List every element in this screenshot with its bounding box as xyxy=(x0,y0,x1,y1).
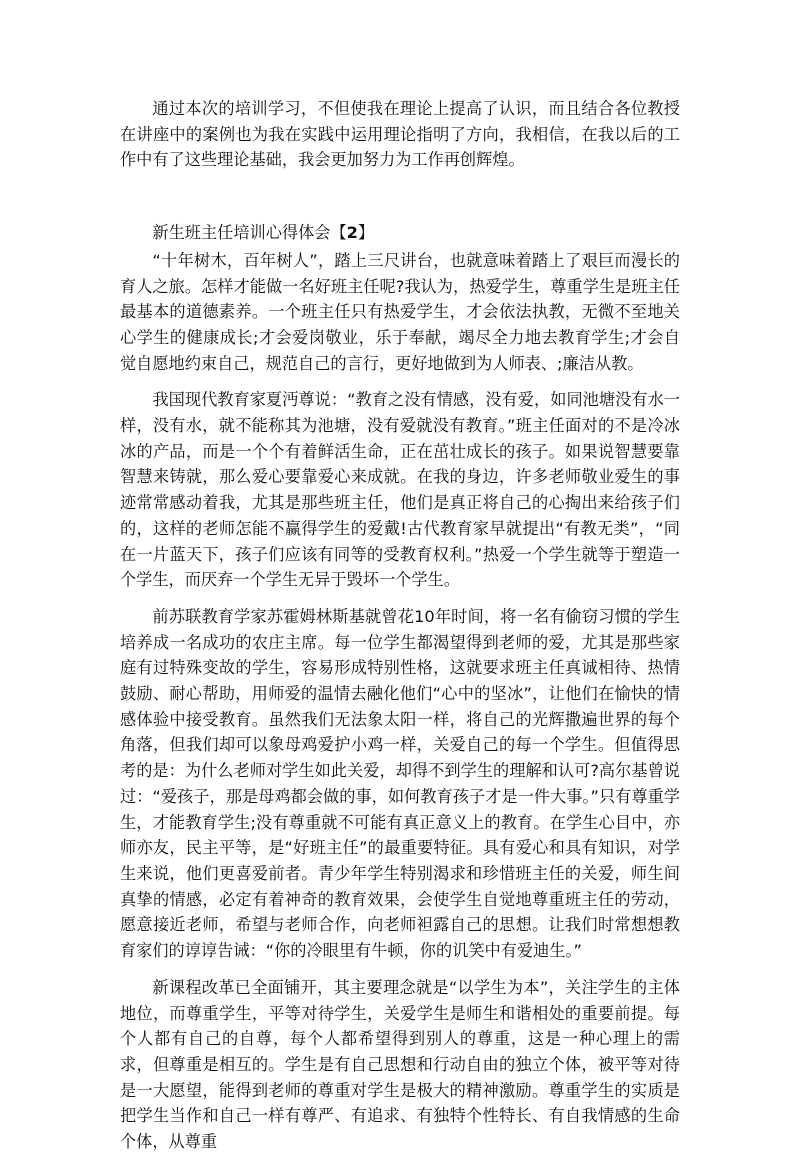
body-paragraph-3: 前苏联教育学家苏霍姆林斯基就曾花10年时间，将一名有偷窃习惯的学生培养成一名成功的农庄主席。每一位学生都渴望得到老师的爱，尤其是那些家庭有过特殊变故的学生，容易形成特别性格，这就要求班主任真诚相待、热情鼓励、耐心帮助，用师爱的温情去融化他们“心中的坚冰”，让他们在愉快的情感体验中接受教育。虽然我们无法象太阳一样，将自己的光辉撒遍世界的每个角落，但我们却可以象母鸡爱护小鸡一样，关爱自己的每一个学生。但值得思考的是：为什么老师对学生如此关爱，却得不到学生的理解和认可?高尔基曾说过：“爱孩子，那是母鸡都会做的事，如何教育孩子才是一件大事。”只有尊重学生，才能教育学生;没有尊重就不可能有真正意义上的教育。在学生心目中，亦师亦友，民主平等，是“好班主任”的最重要特征。具有爱心和具有知识，对学生来说，他们更喜爱前者。青少年学生特别渴求和珍惜班主任的关爱，师生间真挚的情感，必定有着神奇的教育效果，会使学生自觉地尊重班主任的劳动，愿意接近老师，希望与老师合作，向老师袒露自己的思想。让我们时常想想教育家们的谆谆告诫：“你的冷眼里有牛顿，你的讥笑中有爱迪生。” xyxy=(120,606,680,961)
body-paragraph-1: “十年树木，百年树人”，踏上三尺讲台，也就意味着踏上了艰巨而漫长的育人之旅。怎样才能做一名好班主任呢?我认为，热爱学生，尊重学生是班主任最基本的道德素养。一个班主任只有热爱学生，才会依法执教，无微不至地关心学生的健康成长;才会爱岗敬业，乐于奉献，竭尽全力地去教育学生;才会自觉自愿地约束自己，规范自己的言行，更好地做到为人师表、;廉洁从教。 xyxy=(120,250,680,373)
section-spacer xyxy=(120,184,680,220)
body-paragraph-2: 我国现代教育家夏沔尊说：“教育之没有情感，没有爱，如同池塘没有水一样，没有水，就不能称其为池塘，没有爱就没有教育。”班主任面对的不是冷冰冰的产品，而是一个个有着鲜活生命，正在茁壮成长的孩子。如果说智慧要靠智慧来铸就，那么爱心要靠爱心来成就。在我的身边，许多老师敬业爱生的事迹常常感动着我，尤其是那些班主任，他们是真正将自己的心掏出来给孩子们的，这样的老师怎能不赢得学生的爱戴!古代教育家早就提出“有教无类”，“同在一片蓝天下，孩子们应该有同等的受教育权利。”热爱一个学生就等于塑造一个学生，而厌弃一个学生无异于毁坏一个学生。 xyxy=(120,390,680,590)
section-heading-text: 新生班主任培训心得体会【 xyxy=(152,223,347,243)
section-heading-end: 】 xyxy=(357,223,375,243)
intro-paragraph: 通过本次的培训学习，不但使我在理论上提高了认识，而且结合各位教授在讲座中的案例也为我在实践中运用理论指明了方向，我相信，在我以后的工作中有了这些理论基础，我会更加努力为工作再创辉煌。 xyxy=(120,99,680,170)
body-paragraph-4: 新课程改革已全面铺开，其主要理念就是“以学生为本”，关注学生的主体地位，而尊重学生，平等对待学生，关爱学生是师生和谐相处的重要前提。每个人都有自己的自尊，每个人都希望得到别人的尊重，这是一种心理上的需求，但尊重是相互的。学生是有自己思想和行动自由的独立个体，被平等对待是一大愿望，能得到老师的尊重对学生是极大的精神激励。尊重学生的实质是把学生当作和自己一样有尊严、有追求、有独特个性特长、有自我情感的生命个体，从尊重 xyxy=(120,977,680,1152)
section-number: 2 xyxy=(346,223,358,243)
document-page xyxy=(120,96,680,1166)
section-heading xyxy=(120,220,680,246)
